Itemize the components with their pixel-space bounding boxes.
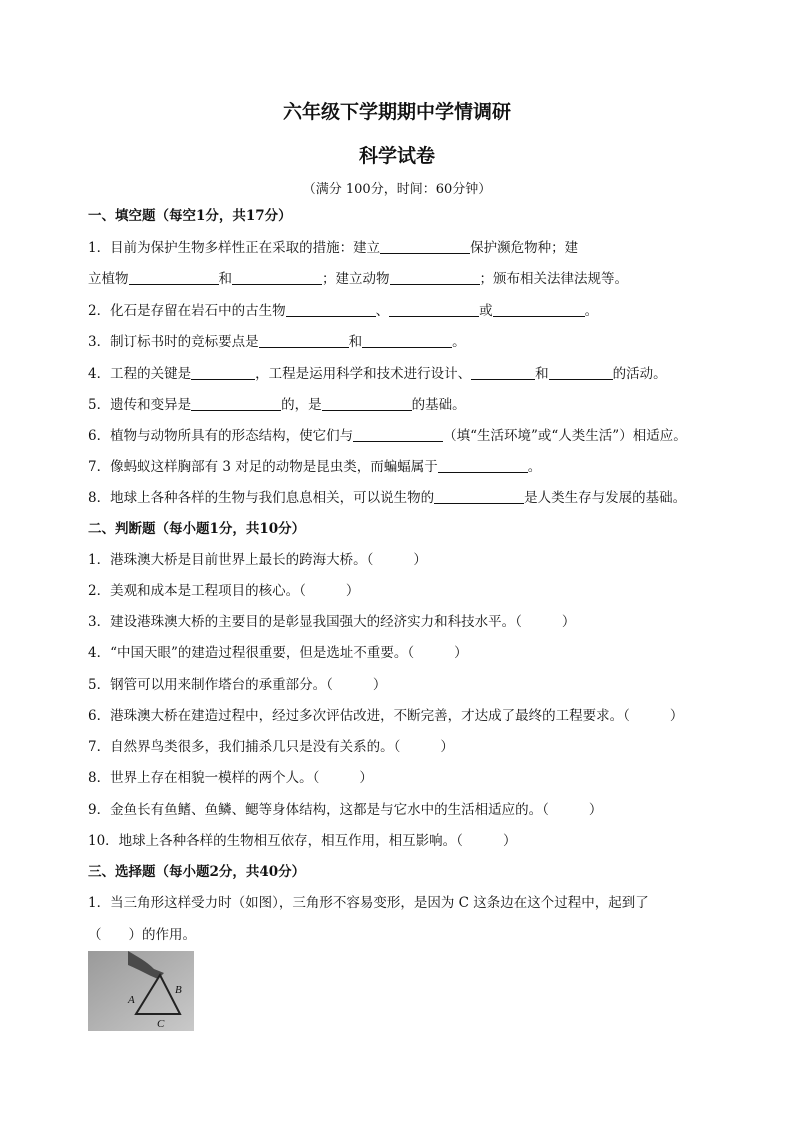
q-text: 9．金鱼长有鱼鳍、鱼鳞、鳃等身体结构，这都是与它水中的生活相适应的。（: [88, 802, 549, 818]
q-text: ）: [345, 583, 360, 599]
q-text: ）: [413, 552, 427, 568]
q-text: 2．美观和成本是工程项目的核心。（: [88, 583, 306, 599]
answer-blank[interactable]: [232, 271, 322, 285]
q-text: （填“生活环境”或“人类生活”）相适应。: [443, 428, 687, 444]
q-text: 和: [348, 334, 363, 350]
q-text: 6．港珠澳大桥在建造过程中，经过多次评估改进，不断完善，才达成了最终的工程要求。（: [88, 708, 630, 724]
fill-question-1-cont: [88, 270, 628, 288]
fill-question-8: [88, 489, 686, 507]
choice-question-1-cont: （ ）的作用。: [88, 927, 196, 943]
answer-blank[interactable]: [438, 459, 528, 473]
judge-question-4: [88, 644, 468, 662]
q-text: 3．制订标书时的竞标要点是: [88, 334, 259, 350]
q-text: 的，是: [281, 397, 322, 413]
judge-question-3: [88, 613, 575, 631]
q-text: 。: [527, 459, 542, 475]
triangle-figure: [88, 951, 194, 1031]
judge-question-5: [88, 676, 386, 694]
answer-blank[interactable]: [191, 397, 281, 411]
q-text: 、: [375, 303, 390, 319]
q-text: 立植物: [88, 271, 129, 287]
judge-question-7: [88, 738, 454, 756]
q-text: 。: [584, 303, 599, 319]
answer-blank[interactable]: [286, 303, 376, 317]
fill-question-6: [88, 427, 687, 445]
q-text: ；建立动物: [322, 271, 390, 287]
q-text: 的基础。: [411, 397, 466, 413]
q-text: ）: [669, 708, 684, 724]
judge-question-2: [88, 582, 359, 600]
choice-question-1: 1．当三角形这样受力时（如图），三角形不容易变形，是因为 C 这条边在这个过程中，起到了: [88, 895, 649, 911]
judge-question-10: [88, 832, 516, 850]
q-text: 8．世界上存在相貌一模样的两个人。（: [88, 770, 320, 786]
q-text: ；颁布相关法律法规等。: [479, 271, 628, 287]
q-text: ）: [372, 677, 387, 693]
fill-question-3: [88, 333, 466, 351]
answer-blank[interactable]: [191, 366, 255, 380]
q-text: 7．像蚂蚁这样胸部有 3 对足的动物是昆虫类，而蝙蝠属于: [88, 459, 438, 475]
exam-info: （满分 100分，时间：60分钟）: [302, 182, 492, 197]
answer-blank[interactable]: [390, 271, 480, 285]
q-text: ）: [440, 739, 454, 755]
q-text: 10．地球上各种各样的生物相互依存，相互作用，相互影响。（: [88, 833, 463, 849]
q-text: 。: [452, 334, 466, 350]
section-heading-fill: 一、填空题（每空1分，共17分）: [88, 208, 292, 224]
label-c: C: [157, 1018, 165, 1030]
q-text: ）: [454, 645, 468, 661]
q-text: ）: [502, 833, 517, 849]
q-text: 1．港珠澳大桥是目前世界上最长的跨海大桥。（: [88, 552, 374, 568]
q-text: ）: [561, 614, 576, 630]
q-text: ）: [588, 802, 603, 818]
answer-blank[interactable]: [434, 490, 524, 504]
q-text: 和: [535, 366, 549, 382]
exam-subject: 科学试卷: [358, 145, 435, 167]
q-text: 4．工程的关键是: [88, 366, 192, 382]
answer-blank[interactable]: [549, 366, 613, 380]
exam-title: 六年级下学期期中学情调研: [282, 101, 511, 123]
q-text: 4．“中国天眼”的建造过程很重要，但是选址不重要。（: [88, 645, 415, 661]
q-text: 7．自然界鸟类很多，我们捕杀几只是没有关系的。（: [88, 739, 401, 755]
q-text: 1．目前为保护生物多样性正在采取的措施：建立: [88, 240, 381, 256]
q-text: 和: [218, 271, 232, 287]
section-heading-choice: 三、选择题（每小题2分，共40分）: [88, 864, 306, 880]
answer-blank[interactable]: [380, 240, 470, 254]
judge-question-6: [88, 707, 683, 725]
answer-blank[interactable]: [471, 366, 535, 380]
q-text: 5．钢管可以用来制作塔台的承重部分。（: [88, 677, 333, 693]
judge-question-1: [88, 551, 427, 569]
q-text: 3．建设港珠澳大桥的主要目的是彰显我国强大的经济实力和科技水平。（: [88, 614, 522, 630]
answer-blank[interactable]: [259, 334, 349, 348]
q-text: ）: [359, 770, 373, 786]
fill-question-2: [88, 302, 598, 320]
answer-blank[interactable]: [129, 271, 219, 285]
fill-question-5: [88, 396, 466, 414]
q-text: 的活动。: [612, 366, 667, 382]
answer-blank[interactable]: [322, 397, 412, 411]
judge-question-8: [88, 769, 373, 787]
answer-blank[interactable]: [353, 428, 443, 442]
q-text: 或: [479, 303, 493, 319]
fill-question-4: [88, 365, 667, 383]
fill-question-7: [88, 458, 541, 476]
section-heading-judge: 二、判断题（每小题1分，共10分）: [88, 521, 306, 537]
q-text: 6．植物与动物所具有的形态结构，使它们与: [88, 428, 354, 444]
answer-blank[interactable]: [389, 303, 479, 317]
fill-question-1: [88, 239, 578, 257]
q-text: 2．化石是存留在岩石中的古生物: [88, 303, 286, 319]
label-b: B: [175, 984, 182, 996]
q-text: 是人类生存与发展的基础。: [524, 490, 687, 506]
label-a: A: [128, 994, 135, 1006]
judge-question-9: [88, 801, 602, 819]
answer-blank[interactable]: [493, 303, 585, 317]
q-text: 保护濒危物种；建: [470, 240, 579, 256]
q-text: ，工程是运用科学和技术进行设计、: [255, 366, 472, 382]
answer-blank[interactable]: [362, 334, 452, 348]
q-text: 8．地球上各种各样的生物与我们息息相关，可以说生物的: [88, 490, 435, 506]
q-text: 5．遗传和变异是: [88, 397, 192, 413]
